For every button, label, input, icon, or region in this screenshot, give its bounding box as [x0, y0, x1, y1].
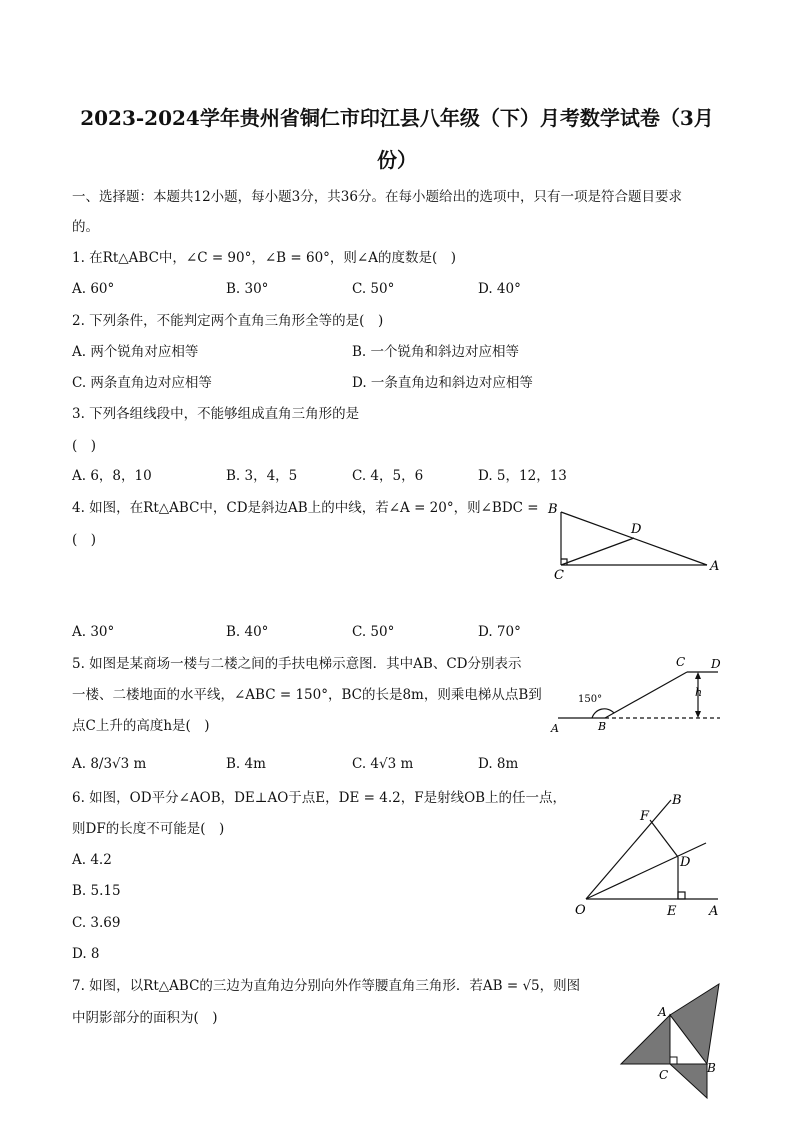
q5-label-b: B: [598, 720, 607, 733]
q7-stem-1: 7. 如图，以Rt△ABC的三边为直角边分别向外作等腰直角三角形．若AB = √5，则图: [72, 978, 581, 994]
q5-option-c: C. 4√3 m: [352, 756, 414, 772]
q3-paren: ( ): [72, 438, 97, 454]
q4-option-a: A. 30°: [72, 624, 115, 640]
q4-paren: ( ): [72, 532, 97, 548]
q6-label-d: D: [680, 855, 691, 870]
section-intro-2: 的。: [72, 219, 99, 235]
q6-label-e: E: [667, 904, 677, 919]
q6-option-c: C. 3.69: [72, 915, 121, 931]
q2-option-d: D. 一条直角边和斜边对应相等: [352, 375, 533, 391]
q5-option-d: D. 8m: [478, 756, 519, 772]
q4-label-d: D: [631, 522, 642, 537]
q3-stem: 3. 下列各组线段中，不能够组成直角三角形的是: [72, 406, 360, 422]
q6-option-b: B. 5.15: [72, 883, 121, 899]
q3-option-a: A. 6，8，10: [72, 468, 152, 484]
q5-stem-1: 5. 如图是某商场一楼与二楼之间的手扶电梯示意图．其中AB、CD分别表示: [72, 656, 522, 672]
q4-label-b: B: [548, 502, 558, 517]
q2-option-b: B. 一个锐角和斜边对应相等: [352, 344, 520, 360]
q5-label-c: C: [676, 655, 686, 669]
q6-label-o: O: [575, 903, 586, 918]
q6-option-a: A. 4.2: [72, 852, 112, 868]
q2-option-c: C. 两条直角边对应相等: [72, 375, 212, 391]
q7-label-c: C: [659, 1068, 669, 1082]
q6-stem-2: 则DF的长度不可能是( ): [72, 821, 225, 837]
q5-option-a: A. 8/3√3 m: [72, 756, 147, 772]
section-intro-1: 一、选择题：本题共12小题，每小题3分，共36分。在每小题给出的选项中，只有一项是符合题目要求: [72, 189, 682, 205]
q4-stem: 4. 如图，在Rt△ABC中，CD是斜边AB上的中线，若∠A = 20°，则∠BDC =: [72, 500, 539, 516]
q5-label-angle: 150°: [578, 694, 603, 705]
q5-stem-2: 一楼、二楼地面的水平线，∠ABC = 150°，BC的长是8m，则乘电梯从点B到: [72, 687, 542, 703]
q4-option-c: C. 50°: [352, 624, 395, 640]
exam-title-line-2: 份）: [377, 148, 417, 172]
q5-option-b: B. 4m: [226, 756, 266, 772]
q7-label-a: A: [658, 1005, 667, 1019]
q1-stem: 1. 在Rt△ABC中，∠C = 90°，∠B = 60°，则∠A的度数是( ): [72, 250, 457, 266]
q7-stem-2: 中阴影部分的面积为( ): [72, 1010, 218, 1026]
q7-figure: [615, 978, 745, 1103]
q1-option-b: B. 30°: [226, 281, 269, 297]
q3-option-c: C. 4，5，6: [352, 468, 424, 484]
q3-option-b: B. 3，4，5: [226, 468, 298, 484]
q2-stem: 2. 下列条件，不能判定两个直角三角形全等的是( ): [72, 313, 384, 329]
q5-label-d: D: [711, 657, 721, 671]
q6-label-f: F: [640, 809, 650, 824]
q4-option-d: D. 70°: [478, 624, 521, 640]
q7-label-b: B: [707, 1061, 716, 1075]
q3-option-d: D. 5，12，13: [478, 468, 567, 484]
q5-label-h: h: [695, 686, 703, 699]
q6-stem-1: 6. 如图，OD平分∠AOB，DE⊥AO于点E，DE = 4.2，F是射线OB上的任一点，: [72, 790, 567, 806]
q6-label-b: B: [672, 793, 682, 808]
q4-option-b: B. 40°: [226, 624, 269, 640]
q5-stem-3: 点C上升的高度h是( ): [72, 718, 210, 734]
q5-figure: [548, 652, 728, 737]
q1-option-a: A. 60°: [72, 281, 115, 297]
q4-figure: [545, 497, 725, 587]
q5-label-a: A: [551, 722, 559, 735]
q6-label-a: A: [709, 904, 719, 919]
q1-option-d: D. 40°: [478, 281, 521, 297]
q2-option-a: A. 两个锐角对应相等: [72, 344, 199, 360]
q4-label-c: C: [554, 568, 564, 583]
q6-option-d: D. 8: [72, 946, 100, 962]
q6-figure: [570, 788, 735, 923]
q1-option-c: C. 50°: [352, 281, 395, 297]
q4-label-a: A: [710, 559, 720, 574]
exam-title-line-1: 2023-2024学年贵州省铜仁市印江县八年级（下）月考数学试卷（3月: [80, 106, 714, 130]
